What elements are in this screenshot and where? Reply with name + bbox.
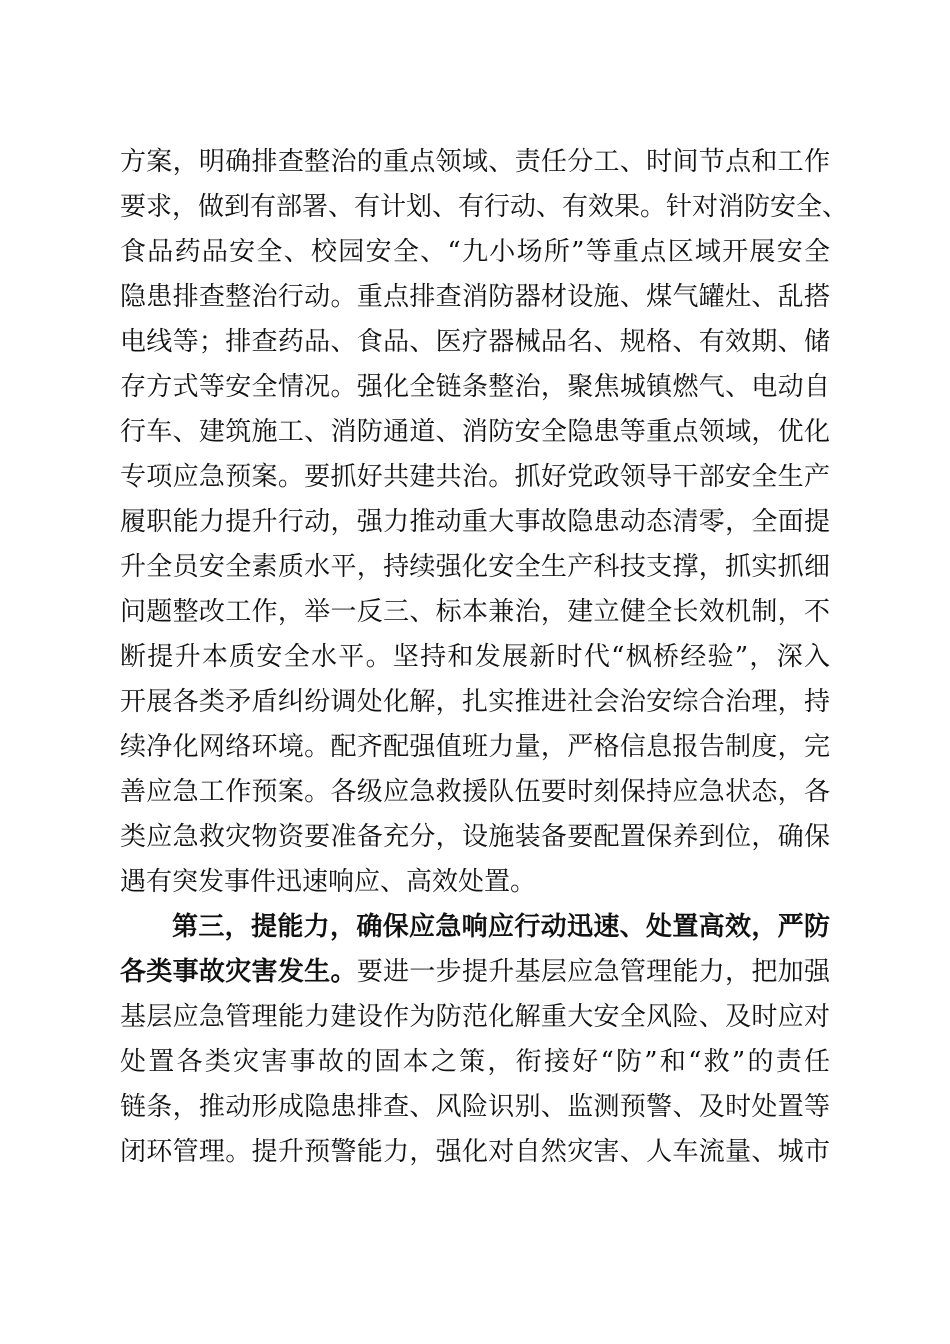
text-line: 处置各类灾害事故的固本之策，衔接好“防”和“救”的责任 [120, 1047, 830, 1077]
text-line: 续净化网络环境。配齐配强值班力量，严格信息报告制度，完 [120, 732, 830, 762]
text-line: 行车、建筑施工、消防通道、消防安全隐患等重点领域，优化 [120, 417, 830, 447]
text-line: 专项应急预案。要抓好共建共治。抓好党政领导干部安全生产 [120, 462, 830, 492]
text-line: 开展各类矛盾纠纷调处化解，扎实推进社会治安综合治理，持 [120, 687, 830, 717]
text-line: 链条，推动形成隐患排查、风险识别、监测预警、及时处置等 [120, 1092, 830, 1122]
section-heading-line: 第三，提能力，确保应急响应行动迅速、处置高效，严防 [172, 912, 830, 942]
text-line: 类应急救灾物资要准备充分，设施装备要配置保养到位，确保 [120, 822, 830, 852]
text-line: 遇有突发事件迅速响应、高效处置。 [120, 867, 537, 897]
text-line: 食品药品安全、校园安全、“九小场所”等重点区域开展安全 [120, 237, 830, 267]
body-text [120, 140, 849, 1175]
text-line: 要求，做到有部署、有计划、有行动、有效果。针对消防安全、 [120, 192, 849, 222]
paragraph-2 [120, 905, 830, 1175]
text-line: 存方式等安全情况。强化全链条整治，聚焦城镇燃气、电动自 [120, 372, 830, 402]
text-line: 履职能力提升行动，强力推动重大事故隐患动态清零，全面提 [120, 507, 830, 537]
text-line: 方案，明确排查整治的重点领域、责任分工、时间节点和工作 [120, 147, 830, 177]
text-run: 要进一步提升基层应急管理能力，把加强 [356, 957, 830, 987]
text-line [120, 950, 830, 995]
section-heading-end: 各类事故灾害发生。 [120, 957, 357, 987]
text-line: 升全员安全素质水平，持续强化安全生产科技支撑，抓实抓细 [120, 552, 830, 582]
text-line: 电线等；排查药品、食品、医疗器械品名、规格、有效期、储 [120, 327, 830, 357]
text-line: 隐患排查整治行动。重点排查消防器材设施、煤气罐灶、乱搭 [120, 282, 830, 312]
text-line: 断提升本质安全水平。坚持和发展新时代“枫桥经验”，深入 [120, 642, 830, 672]
text-line: 基层应急管理能力建设作为防范化解重大安全风险、及时应对 [120, 1002, 830, 1032]
paragraph-1 [120, 140, 849, 905]
text-line: 闭环管理。提升预警能力，强化对自然灾害、人车流量、城市 [120, 1137, 830, 1167]
text-line: 善应急工作预案。各级应急救援队伍要时刻保持应急状态，各 [120, 777, 830, 807]
text-line: 问题整改工作，举一反三、标本兼治，建立健全长效机制，不 [120, 597, 830, 627]
